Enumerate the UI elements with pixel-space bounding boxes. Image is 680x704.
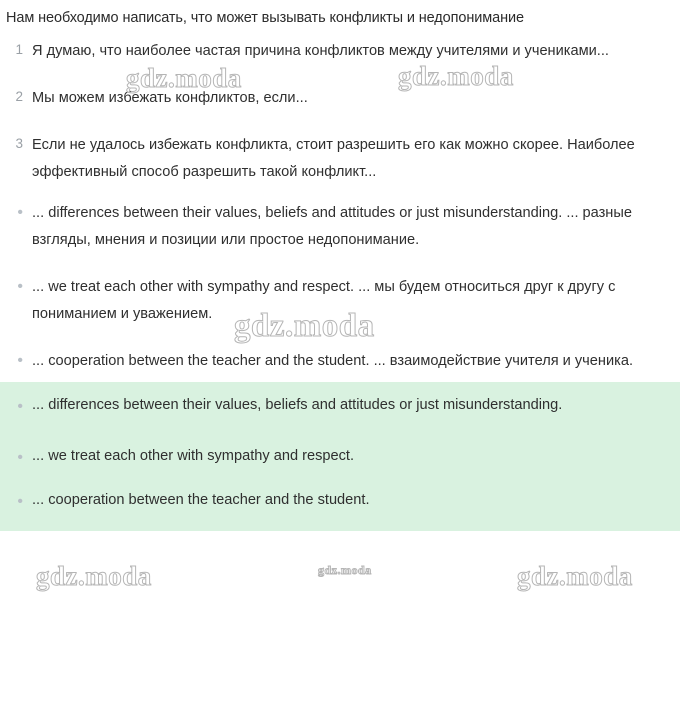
list-item: [0, 483, 680, 521]
bullet-icon: •: [17, 351, 23, 369]
watermark: gdz.moda: [234, 308, 375, 344]
answer-highlight-block: [0, 382, 680, 531]
watermark: gdz.moda: [36, 561, 152, 591]
watermark: gdz.moda: [126, 63, 242, 93]
list-item: [0, 439, 680, 477]
list-marker: 1: [15, 42, 23, 58]
bullet-icon: •: [17, 449, 23, 467]
list-item: [0, 78, 680, 119]
bullet-icon: •: [17, 397, 23, 415]
list-item: [0, 341, 680, 382]
list-item-text: ... cooperation between the teacher and the student. ... взаимодействие учителя и ученика.: [32, 352, 633, 369]
bullet-list: [0, 193, 680, 382]
list-item-text: ... differences between their values, beliefs and attitudes or just misunderstanding. ... разные взгляды, мнения и позиции или простое недопонимание.: [32, 204, 632, 248]
watermark: gdz.moda: [517, 561, 633, 591]
watermark: gdz.moda: [398, 61, 514, 91]
watermark: gdz.moda: [318, 563, 372, 577]
list-item-text: Мы можем избежать конфликтов, если...: [32, 90, 308, 106]
spacer: [0, 425, 680, 439]
bullet-icon: •: [17, 493, 23, 511]
page-title: Нам необходимо написать, что может вызывать конфликты и недопонимание: [6, 10, 524, 26]
numbered-list: [0, 31, 680, 193]
list-item-text: ... differences between their values, beliefs and attitudes or just misunderstanding.: [32, 396, 563, 413]
list-item: [0, 125, 680, 193]
list-item-text: Если не удалось избежать конфликта, стоит разрешить его как можно скорее. Наиболее эффективный способ разрешить такой конфликт...: [32, 136, 635, 180]
list-item-text: ... we treat each other with sympathy and respect.: [32, 448, 355, 465]
list-item: [0, 267, 680, 335]
bullet-icon: •: [17, 203, 23, 221]
list-item: [0, 388, 680, 426]
list-item: [0, 193, 680, 261]
list-marker: 2: [15, 89, 23, 104]
list-item-text: ... cooperation between the teacher and the student.: [32, 492, 370, 509]
list-item: [0, 31, 680, 72]
list-item-text: Я думаю, что наиболее частая причина конфликтов между учителями и учениками...: [32, 43, 609, 60]
list-marker: 3: [15, 135, 23, 151]
list-item-text: ... we treat each other with sympathy and respect. ... мы будем относиться друг к другу с пониманием и уважением.: [32, 278, 616, 322]
bullet-icon: •: [17, 277, 23, 295]
